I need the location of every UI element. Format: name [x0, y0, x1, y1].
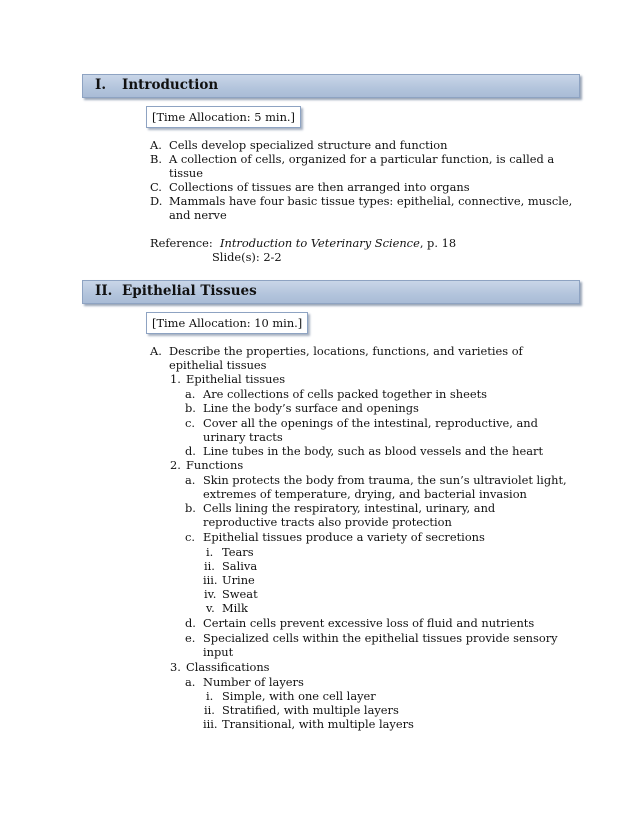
list-marker: c.	[185, 416, 196, 430]
list-item-text: Functions	[186, 458, 244, 472]
list-marker: 3.	[170, 660, 181, 674]
list-item-text: Urine	[222, 573, 255, 587]
list-item-text: Milk	[222, 601, 248, 615]
list-marker: b.	[185, 501, 196, 515]
list-marker: d.	[185, 616, 196, 630]
section-heading-epithelial-tissues	[82, 280, 580, 304]
list-item-text: Classifications	[186, 660, 270, 674]
list-marker: c.	[185, 530, 196, 544]
list-item-text: Mammals have four basic tissue types: epithelial, connective, muscle,	[169, 194, 573, 208]
list-item-text: Simple, with one cell layer	[222, 689, 376, 703]
list-marker: ii.	[204, 703, 215, 717]
list-marker: B.	[150, 152, 162, 166]
list-marker: 1.	[170, 372, 181, 386]
list-item-text: Specialized cells within the epithelial tissues provide sensory	[203, 631, 558, 645]
list-item-text: Skin protects the body from trauma, the sun’s ultraviolet light,	[203, 473, 567, 487]
reference-label: Reference:	[150, 236, 213, 250]
list-marker: v.	[206, 601, 215, 615]
list-marker: a.	[185, 675, 196, 689]
list-item-text: Collections of tissues are then arranged into organs	[169, 180, 470, 194]
list-marker: 2.	[170, 458, 181, 472]
list-item-text: Saliva	[222, 559, 258, 573]
list-marker: iv.	[204, 587, 217, 601]
list-marker: ii.	[204, 559, 215, 573]
reference-slides: Slide(s): 2-2	[212, 250, 282, 264]
list-marker: e.	[185, 631, 196, 645]
list-marker: A.	[150, 138, 162, 152]
list-item-text: tissue	[169, 166, 203, 180]
list-item-text: Describe the properties, locations, functions, and varieties of	[169, 344, 523, 358]
list-item-text: Cells lining the respiratory, intestinal, urinary, and	[203, 501, 496, 515]
list-marker: a.	[185, 387, 196, 401]
section-number: I.	[95, 77, 107, 93]
list-marker: d.	[185, 444, 196, 458]
section-title: Introduction	[122, 77, 219, 93]
list-marker: b.	[185, 401, 196, 415]
section-number: II.	[95, 283, 113, 299]
reference-line	[150, 236, 456, 250]
list-marker: A.	[150, 344, 162, 358]
list-item-text: reproductive tracts also provide protection	[203, 515, 452, 529]
list-item-text: Sweat	[222, 587, 258, 601]
list-item-text: Tears	[222, 545, 254, 559]
list-item-text: urinary tracts	[203, 430, 283, 444]
list-item-text: Line tubes in the body, such as blood vessels and the heart	[203, 444, 544, 458]
section-heading-introduction	[82, 74, 580, 98]
reference-title: Introduction to Veterinary Science	[220, 236, 420, 250]
list-marker: i.	[206, 545, 214, 559]
list-item-text: epithelial tissues	[169, 358, 267, 372]
list-item-text: Epithelial tissues produce a variety of secretions	[203, 530, 485, 544]
list-marker: C.	[150, 180, 162, 194]
list-item-text: Are collections of cells packed together in sheets	[203, 387, 488, 401]
list-marker: i.	[206, 689, 214, 703]
list-item-text: Epithelial tissues	[186, 372, 286, 386]
list-marker: iii.	[203, 573, 218, 587]
list-item-text: and nerve	[169, 208, 227, 222]
list-item-text: extremes of temperature, drying, and bacterial invasion	[203, 487, 527, 501]
list-item-text: Number of layers	[203, 675, 304, 689]
reference-page: , p. 18	[419, 236, 457, 250]
list-marker: iii.	[203, 717, 218, 731]
list-item-text: Certain cells prevent excessive loss of fluid and nutrients	[203, 616, 535, 630]
list-marker: a.	[185, 473, 196, 487]
list-item-text: input	[203, 645, 234, 659]
section-title: Epithelial Tissues	[122, 283, 257, 299]
list-item-text: Cover all the openings of the intestinal, reproductive, and	[203, 416, 538, 430]
list-item-text: Stratified, with multiple layers	[222, 703, 399, 717]
list-item-text: A collection of cells, organized for a particular function, is called a	[169, 152, 555, 166]
time-allocation-box: [Time Allocation: 10 min.]	[146, 312, 308, 334]
list-item-text: Line the body’s surface and openings	[203, 401, 419, 415]
list-marker: D.	[150, 194, 163, 208]
list-item-text: Transitional, with multiple layers	[222, 717, 414, 731]
time-allocation-box: [Time Allocation: 5 min.]	[146, 106, 301, 128]
list-item-text: Cells develop specialized structure and function	[169, 138, 448, 152]
